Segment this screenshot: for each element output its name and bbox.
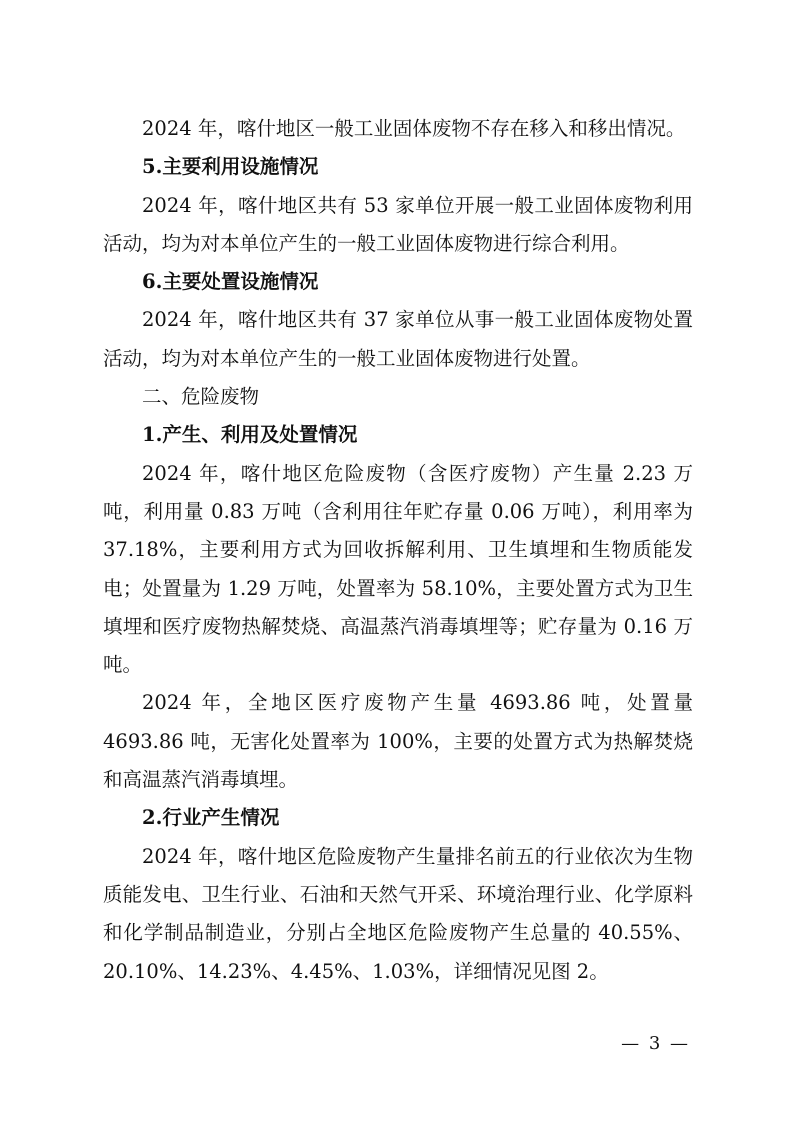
paragraph-disposal-facilities: 2024 年，喀什地区共有 37 家单位从事一般工业固体废物处置活动，均为对本单位产生的一般工业固体废物进行处置。 [103, 308, 693, 370]
paragraph-transfer: 2024 年，喀什地区一般工业固体废物不存在移入和移出情况。 [142, 117, 686, 140]
paragraph-industry-ranking: 2024 年，喀什地区危险废物产生量排名前五的行业依次为生物质能发电、卫生行业、石油和天然气开采、环境治理行业、化学原料和化学制品制造业，分别占全地区危险废物产生总量的 40.55%、20.10%、14.23%、4.45%、1.03%，详细情况见图 2。 [103, 844, 693, 983]
paragraph-hazardous-waste-stats: 2024 年，喀什地区危险废物（含医疗废物）产生量 2.23 万吨，利用量 0.83 万吨（含利用往年贮存量 0.06 万吨），利用率为 37.18%，主要利用方式为回收拆解利用、卫生填埋和生物质能发电；处置量为 1.29 万吨，处置率为 58.10%，主要处置方式为卫生填埋和医疗废物热解焚烧、高温蒸汽消毒填埋等；贮存量为 0.16 万吨。 [103, 461, 693, 677]
document-body [103, 110, 693, 991]
paragraph-utilization-facilities: 2024 年，喀什地区共有 53 家单位开展一般工业固体废物利用活动，均为对本单位产生的一般工业固体废物进行综合利用。 [103, 193, 693, 255]
heading-generation-utilization-disposal: 1.产生、利用及处置情况 [142, 423, 358, 447]
heading-disposal-facilities: 6.主要处置设施情况 [142, 270, 319, 294]
paragraph-medical-waste: 2024 年，全地区医疗废物产生量 4693.86 吨，处置量 4693.86 吨，无害化处置率为 100%，主要的处置方式为热解焚烧和高温蒸汽消毒填埋。 [103, 691, 693, 792]
heading-industry-generation: 2.行业产生情况 [142, 806, 280, 830]
section-hazardous-waste: 二、危险废物 [142, 385, 260, 409]
heading-utilization-facilities: 5.主要利用设施情况 [142, 155, 319, 179]
page-number: — 3 — [621, 1033, 690, 1054]
